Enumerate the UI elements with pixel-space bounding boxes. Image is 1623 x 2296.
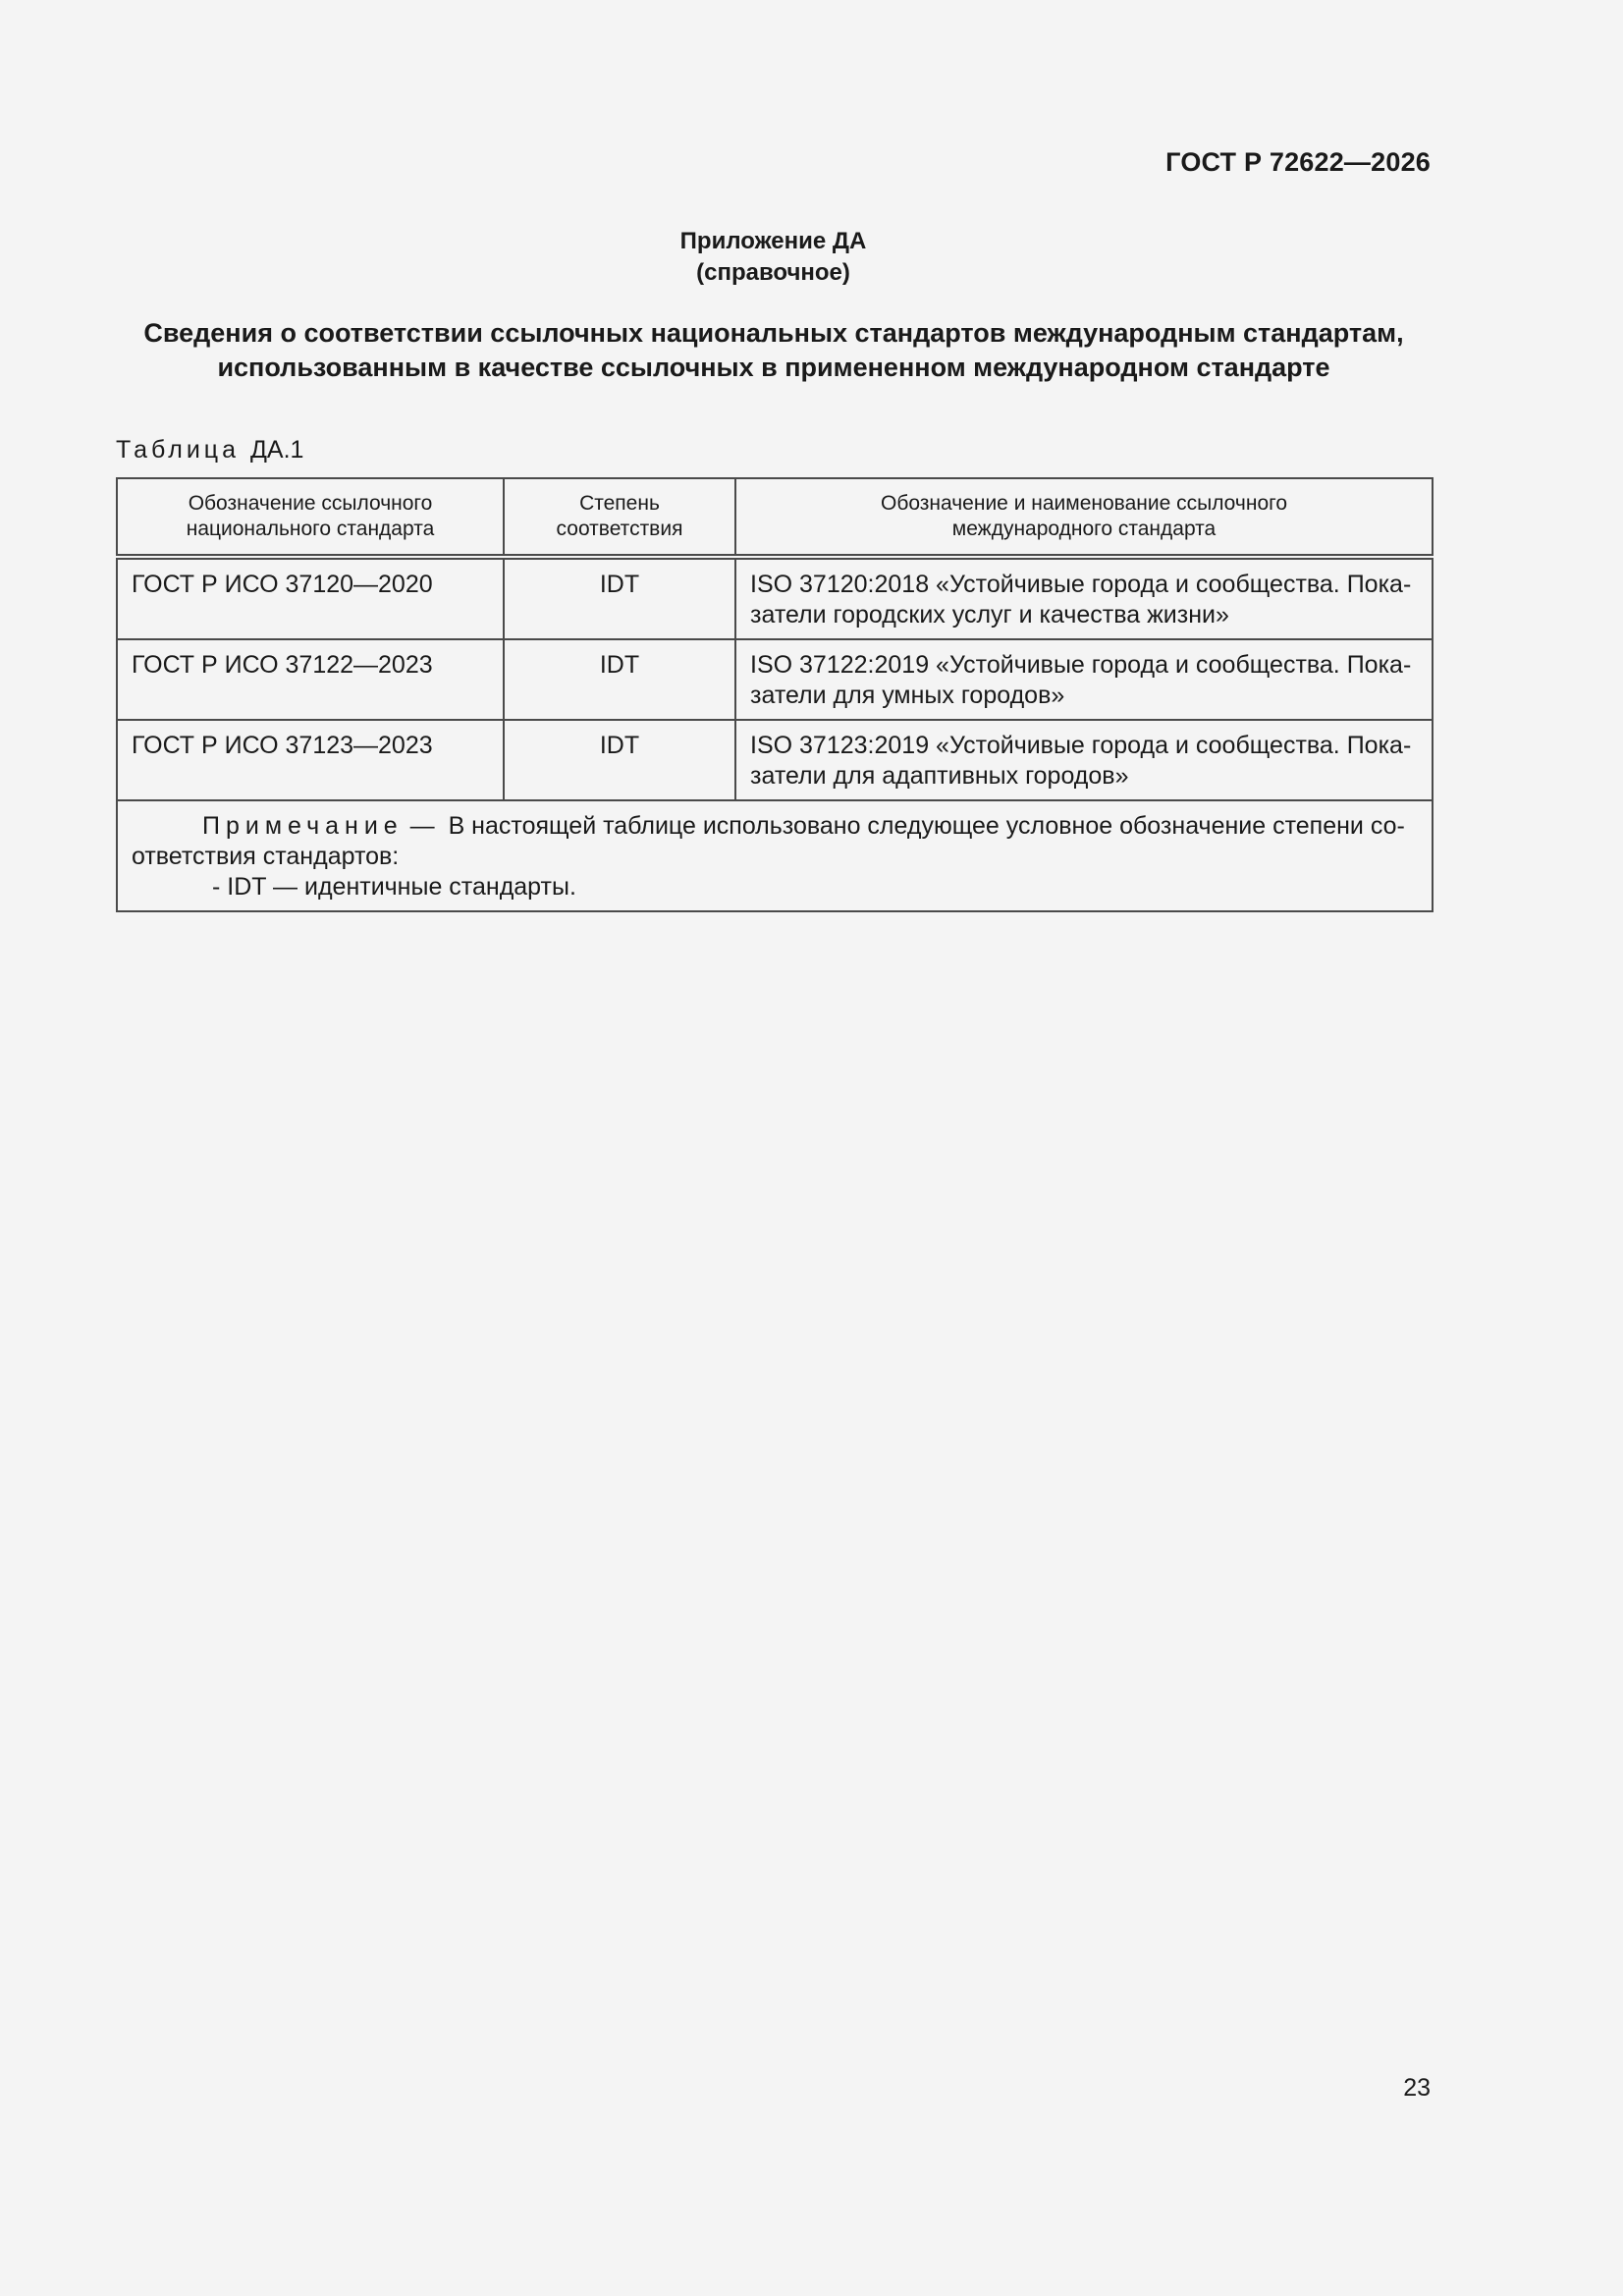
table-row — [117, 720, 1433, 800]
degree-cell: IDT — [504, 639, 735, 720]
cell-line: ISO 37123:2019 «Устойчивые города и сообщества. Пока- — [750, 732, 1412, 759]
appendix-subtitle: (справочное) — [696, 259, 850, 286]
international-standard-cell — [735, 639, 1433, 720]
table-note — [117, 800, 1433, 911]
international-standard-cell — [735, 557, 1433, 639]
section-title-line-2: использованным в качестве ссылочных в примененном международном стандарте — [217, 353, 1330, 382]
header-text: Обозначение и наименование ссылочного — [880, 492, 1287, 515]
national-standard-cell: ГОСТ Р ИСО 37120—2020 — [117, 557, 504, 639]
cell-line: затели для адаптивных городов» — [750, 762, 1129, 790]
table-row — [117, 639, 1433, 720]
header-text: международного стандарта — [951, 518, 1217, 540]
section-title — [116, 316, 1432, 385]
standards-table — [116, 477, 1434, 912]
degree-cell: IDT — [504, 557, 735, 639]
note-line-1 — [132, 811, 1418, 842]
national-standard-cell: ГОСТ Р ИСО 37123—2023 — [117, 720, 504, 800]
header-text: Степень — [579, 492, 660, 515]
header-text: Обозначение ссылочного — [188, 492, 433, 515]
note-label: Примечание — [202, 812, 404, 840]
table-row — [117, 557, 1433, 639]
table-caption-number: ДА.1 — [249, 436, 304, 464]
note-line-2: ответствия стандартов: — [132, 843, 400, 870]
table-caption — [116, 436, 303, 465]
national-standard-cell: ГОСТ Р ИСО 37122—2023 — [117, 639, 504, 720]
document-code: ГОСТ Р 72622—2026 — [1165, 147, 1431, 177]
cell-line: ISO 37122:2019 «Устойчивые города и сообщества. Пока- — [750, 651, 1412, 679]
header-national-standard — [117, 478, 504, 557]
degree-cell: IDT — [504, 720, 735, 800]
header-degree — [504, 478, 735, 557]
cell-line: затели для умных городов» — [750, 682, 1065, 709]
section-title-line-1: Сведения о соответствии ссылочных национальных стандартов международным стандартам, — [143, 318, 1404, 348]
header-text: национального стандарта — [186, 518, 435, 540]
appendix-heading — [0, 226, 1546, 289]
table-caption-word: Таблица — [116, 436, 241, 464]
header-international-standard — [735, 478, 1433, 557]
note-text: В настоящей таблице использовано следующее условное обозначение степени со- — [448, 812, 1405, 840]
header-text: соответствия — [556, 518, 683, 540]
table-note-row — [117, 800, 1433, 911]
cell-line: затели городских услуг и качества жизни» — [750, 601, 1229, 629]
cell-line: ISO 37120:2018 «Устойчивые города и сообщества. Пока- — [750, 571, 1412, 598]
appendix-title: Приложение ДА — [679, 228, 867, 254]
note-dash: — — [409, 812, 435, 840]
international-standard-cell — [735, 720, 1433, 800]
table-header-row — [117, 478, 1433, 557]
note-item: - IDT — идентичные стандарты. — [212, 873, 576, 901]
page-number: 23 — [1403, 2074, 1431, 2102]
